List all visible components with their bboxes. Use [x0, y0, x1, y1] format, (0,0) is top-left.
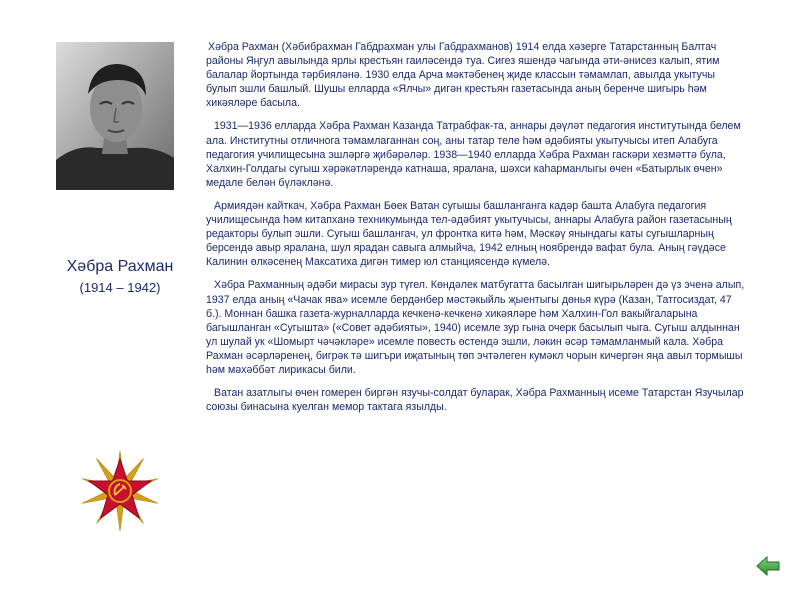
- person-name: Хәбра Рахман: [66, 258, 174, 275]
- back-arrow-icon[interactable]: [756, 556, 780, 576]
- person-years: (1914 – 1942): [79, 280, 161, 295]
- biography-text: [206, 40, 746, 423]
- biography-paragraph: 1931—1936 елларда Хәбра Рахман Казанда Татрабфак-та, аннары дәүләт педагогия институтында белем ала. Институтны отличнога тәмамлаганнан соң, аны татар теле һәм әдәбияты укытучысы итеп Алабуга педагогия училищесына эшләргә җибәрәләр. 1938—1940 елларда Хәбра Рахман гаскәри хезмәттә була, Халхин-Голдагы сугыш хәрәкәтләрендә катнаша, яралана, шәхси каһарманлыгы өчен «Батырлык өчен» медале белән бүләкләнә.: [206, 120, 741, 189]
- biography-paragraph: Армиядән кайткач, Хәбра Рахман Бөек Ватан сугышы башланганга кадәр башта Алабуга педагогия училищесында һәм китапханә техникумында тел-әдәбият укытучысы, аннары Алабуга район газетасының редакторы булып эшли. Сугыш башлангач, ул фронтка китә һәм, Мәскәү янындагы каты сугышларның берсендә авыр яралана, шул ярадан савыга алмыйча, 1942 елның ноябрендә вафат була. Аның гәүдәсе Калинин өлкәсенең Максатиха дигән тимер юл станциясендә күмелә.: [206, 199, 732, 269]
- biography-paragraph: Хәбра Рахман (Хәбибрахман Габдрахман улы Габдрахманов) 1914 елда хәзерге Татарстанның Балтач районы Яңгул авылында ярлы крестьян гаиләсендә туа. Сигез яшендә чагында әти-әнисез калып, ятим балалар йортында тәрбияләнә. 1930 елда Арча мәктәбенең җиде классын тәмамлап, авылда укытучы булып эшли башлый. Шушы елларда «Ялчы» дигән крестьян газетасында аның беренче шигырь һәм хикәяләре басыла.: [206, 41, 720, 110]
- order-of-the-patriotic-war-icon: [76, 448, 164, 532]
- portrait-photo: [56, 42, 174, 190]
- biography-paragraph: Хәбра Рахманның әдәби мирасы зур түгел. Көндәлек матбугатта басылган шигырьләрен дә үз эченә алып, 1937 елда аның «Чачак ява» исемле бердәнбер мәстәкыйль җыентыгы дөнья күрә (Казан, Татгосиздат, 47 б.). Моннан башка газета-журналларда кечкенә-кечкенә хикәяләре һәм Халхин-Гол вакыйгаларына багышланган «Сугышта» («Совет әдәбияты», 1940) исемле зур гына очерк басылып чыга. Сугыш алдыннан ул шулай ук «Шомырт чәчәкләре» исемле повесть өстендә эшли, ләкин әсәр тәмамланмый кала. Хәбра Рахман әсәрләренең, бигрәк тә шигъри иҗатының төп эчтәлеген кумәкл чорын кичергән яңа авыл тормышы һәм мәхәббәт лирикасы били.: [206, 279, 745, 376]
- biography-paragraph: Ватан азатлыгы өчен гомерен биргән язучы-солдат буларак, Хәбра Рахманның исеме Татарстан Язучылар союзы бинасына куелган мемор тактага язылды.: [206, 387, 744, 414]
